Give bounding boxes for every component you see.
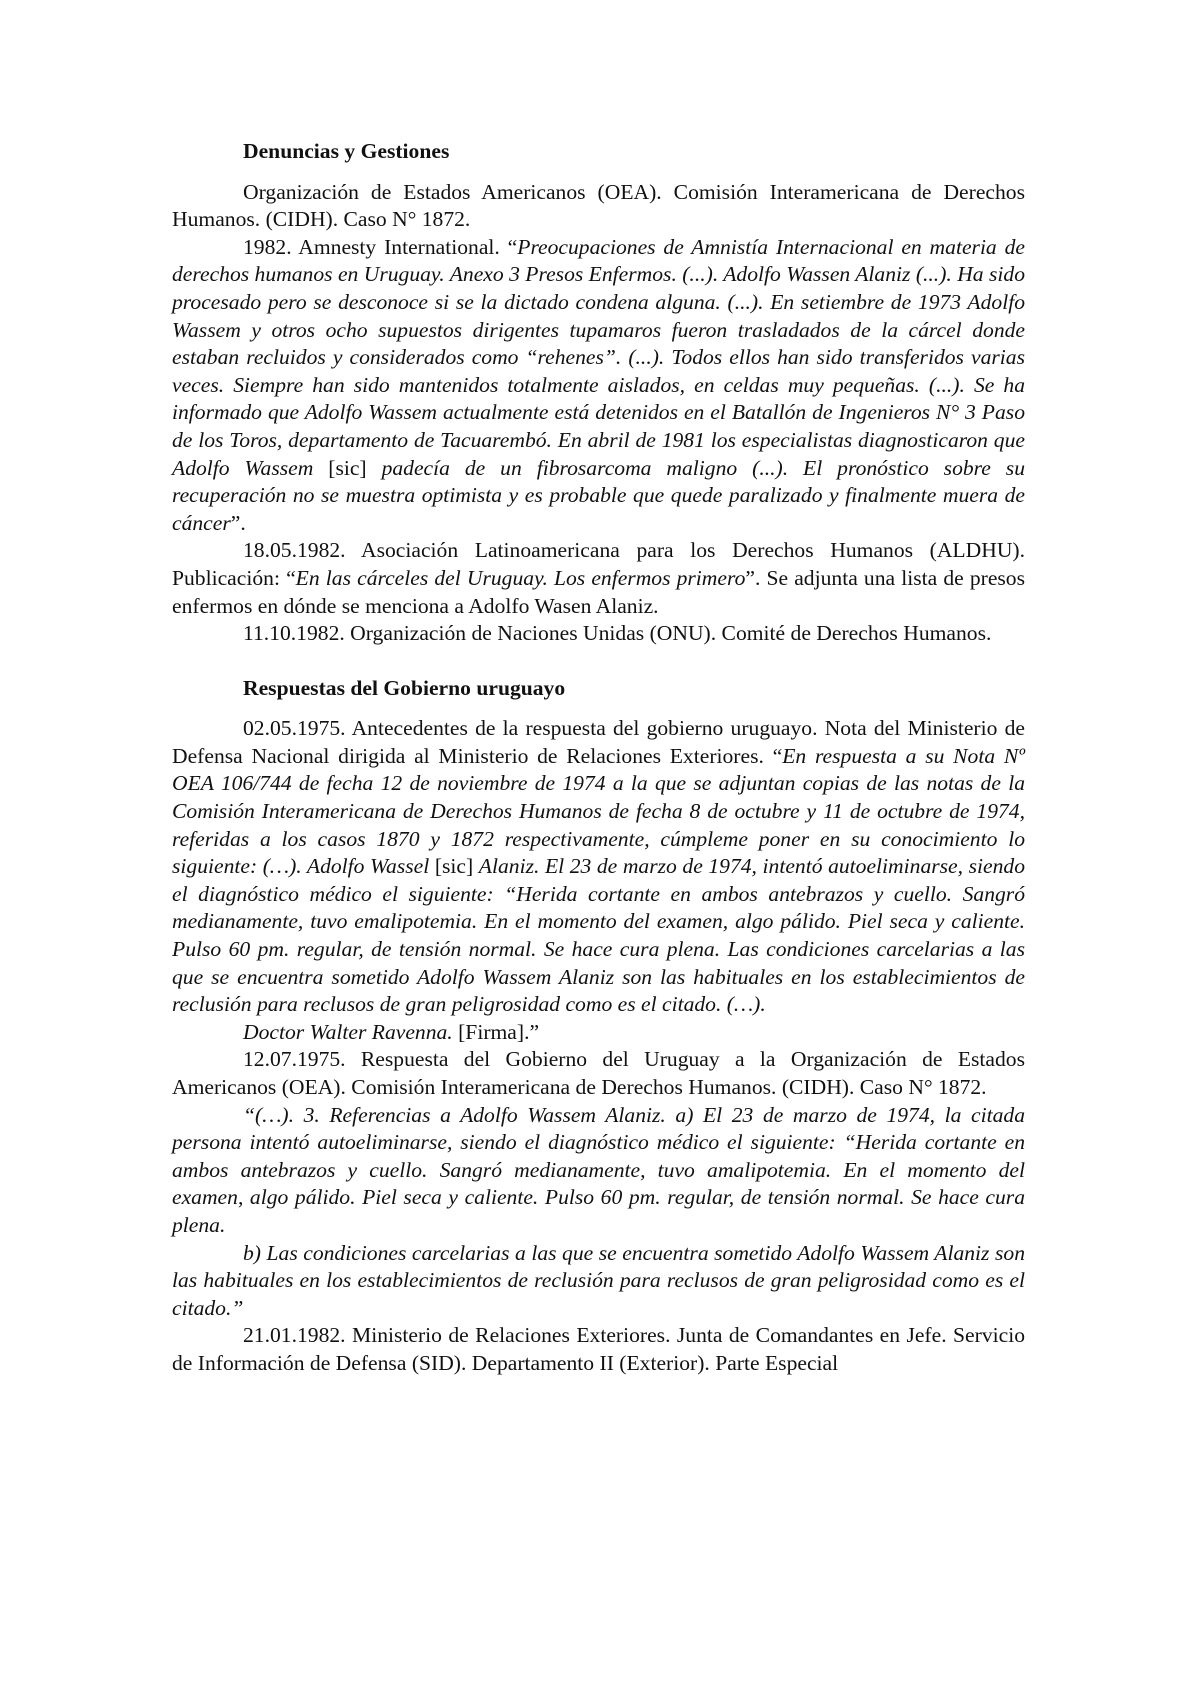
amnesty-intro: 1982. Amnesty International. “ bbox=[243, 234, 518, 259]
section-heading-denuncias: Denuncias y Gestiones bbox=[243, 139, 450, 163]
aldhu-intro: 18.05.1982. Asociación Latinoamericana para los Derechos Humanos (ALDHU). Publicación: “ bbox=[172, 538, 1025, 590]
amnesty-sic: [sic] bbox=[313, 455, 382, 480]
defensa-intro: 02.05.1975. Antecedentes de la respuesta del gobierno uruguayo. Nota del Ministerio de Defensa Nacional dirigida al Ministerio de Relaciones Exteriores. “ bbox=[172, 716, 1025, 768]
amnesty-quote-b: padecía de un fibrosarcoma maligno (...). El pronóstico sobre su recuperación no se muestra optimista y es probable que quede paralizado y finalmente muera de cáncer bbox=[172, 455, 1026, 535]
paragraph-onu: 11.10.1982. Organización de Naciones Unidas (ONU). Comité de Derechos Humanos. bbox=[243, 621, 992, 646]
paragraph-aldhu bbox=[172, 537, 1025, 620]
defensa-quote-b: Alaniz. El 23 de marzo de 1974, intentó autoeliminarse, siendo el diagnóstico médico el siguiente: “Herida cortante en ambos antebrazos y cuello. Sangró medianamente, tuvo emalipotemia. En el momento del examen, algo pálido. Piel seca y caliente. Pulso 60 pm. regular, de tensión normal. Se hace cura plena. Las condiciones carcelarias a las que se encuentra sometido Adolfo Wassem Alaniz son las habituales en los establecimientos de reclusión para reclusos de gran peligrosidad como es el citado. (…). bbox=[172, 854, 1025, 1017]
firma-doctor: Doctor Walter Ravenna. bbox=[243, 1019, 453, 1044]
paragraph-referencias-a: “(…). 3. Referencias a Adolfo Wassem Alaniz. a) El 23 de marzo de 1974, la citada persona intentó autoeliminarse, siendo el diagnóstico médico el siguiente: “Herida cortante en ambos antebrazos y cuello. Sangró medianamente, tuvo amalipotemia. En el momento del examen, algo pálido. Piel seca y caliente. Pulso 60 pm. regular, de tensión normal. Se hace cura plena. bbox=[172, 1102, 1025, 1237]
paragraph-oea-caso: Organización de Estados Americanos (OEA). Comisión Interamericana de Derechos Humanos. (CIDH). Caso N° 1872. bbox=[172, 179, 1025, 232]
amnesty-end: ”. bbox=[230, 510, 246, 535]
document-page bbox=[172, 138, 1025, 1378]
section-heading-respuestas: Respuestas del Gobierno uruguayo bbox=[243, 675, 566, 700]
amnesty-quote-a: Preocupaciones de Amnistía Internacional en materia de derechos humanos en Uruguay. Anexo 3 Presos Enfermos. (...). Adolfo Wassen Alaniz (...). Ha sido procesado pero se desconoce si se la dictado condena alguna. (...). En setiembre de 1973 Adolfo Wassem y otros ocho supuestos dirigentes tupamaros fueron trasladados de la cárcel donde estaban recluidos y considerados como “rehenes”. (...). Todos ellos han sido transferidos varias veces. Siempre han sido mantenidos totalmente aislados, en celdas muy pequeñas. (...). Se ha informado que Adolfo Wassem actualmente está detenidos en el Batallón de Ingenieros N° 3 Paso de los Toros, departamento de Tacuarembó. En abril de 1981 los especialistas diagnosticaron que Adolfo Wassem bbox=[172, 234, 1025, 480]
paragraph-respuesta-oea: 12.07.1975. Respuesta del Gobierno del Uruguay a la Organización de Estados Americanos (OEA). Comisión Interamericana de Derechos Humanos. (CIDH). Caso N° 1872. bbox=[172, 1047, 1025, 1099]
defensa-sic: [sic] bbox=[429, 854, 479, 879]
aldhu-quote: En las cárceles del Uruguay. Los enfermos primero bbox=[295, 565, 746, 590]
paragraph-sid: 21.01.1982. Ministerio de Relaciones Exteriores. Junta de Comandantes en Jefe. Servicio de Información de Defensa (SID). Departamento II (Exterior). Parte Especial bbox=[172, 1323, 1025, 1375]
paragraph-referencias-b: b) Las condiciones carcelarias a las que se encuentra sometido Adolfo Wassem Alaniz son las habituales en los establecimientos de reclusión para reclusos de gran peligrosidad como es el citado.” bbox=[172, 1240, 1025, 1320]
firma-label: [Firma].” bbox=[452, 1019, 540, 1044]
defensa-quote-a: En respuesta a su Nota Nº OEA 106/744 de fecha 12 de noviembre de 1974 a la que se adjuntan copias de las notas de la Comisión Interamericana de Derechos Humanos de fecha 8 de octubre y 11 de octubre de 1974, referidas a los casos 1870 y 1872 respectivamente, cúmpleme poner en su conocimiento lo siguiente: (…). Adolfo Wassel bbox=[172, 743, 1025, 879]
paragraph-ministerio-defensa bbox=[172, 715, 1025, 1019]
paragraph-amnesty bbox=[172, 234, 1025, 538]
paragraph-firma bbox=[172, 1019, 1025, 1047]
aldhu-end: ”. Se adjunta una lista de presos enfermos en dónde se menciona a Adolfo Wasen Alaniz. bbox=[172, 565, 1026, 618]
